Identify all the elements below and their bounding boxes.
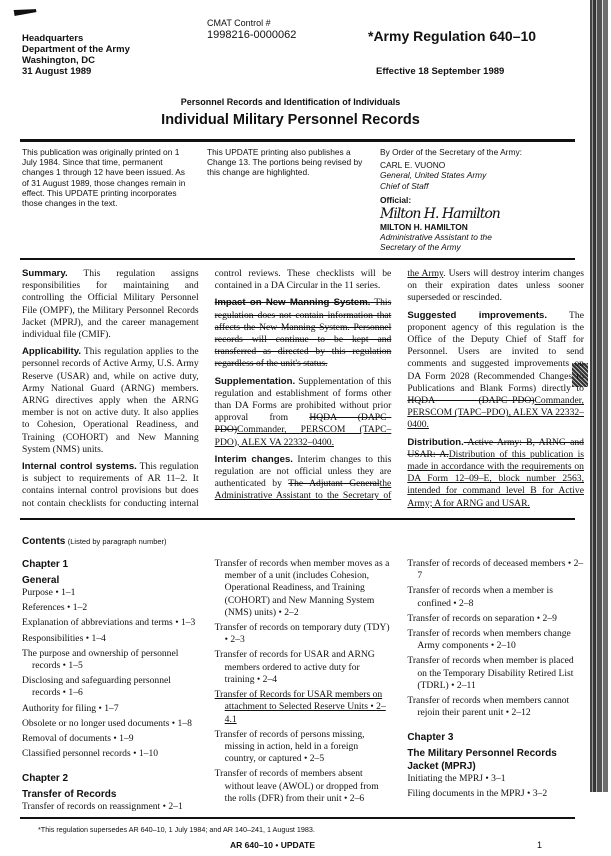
contents-item-title: Transfer of records when a member is confined	[407, 585, 553, 609]
summary-paragraph	[22, 346, 199, 456]
paragraph-heading: Suggested improvements.	[407, 309, 548, 321]
contents-item[interactable]	[407, 585, 584, 609]
paragraph-ref: 1–2	[72, 602, 88, 614]
hq-line: Department of the Army	[22, 44, 130, 55]
contents-item-title: Transfer of records for USAR and ARNG members ordered to active duty for training	[214, 649, 375, 685]
paragraph-text: This regulation assigns responsibilities for maintaining and controlling the Official Military Personnel File (OMPF), the Military Personnel Records Jacket (MPRJ), and the career management individual file (CMIF).	[22, 268, 199, 341]
contents-item[interactable]	[22, 633, 199, 645]
chief-name: CARL E. VUONO	[380, 160, 446, 171]
contents-subheading: (Listed by paragraph number)	[67, 536, 167, 546]
contents-item-title: Explanation of abbreviations and terms	[22, 617, 173, 629]
contents-item[interactable]	[22, 703, 199, 715]
paragraph-text: Interim changes to this regulation are not official unless they are authenticated by	[214, 453, 392, 490]
contents-item[interactable]	[22, 587, 199, 599]
effective-date: Effective 18 September 1989	[376, 66, 505, 77]
paragraph-ref: 1–10	[138, 748, 159, 760]
paragraph-text: . Users will destroy interim changes on their expiration dates unless sooner superseded or rescinded.	[407, 268, 584, 304]
paragraph-ref: 2–7	[417, 558, 584, 582]
bullet-separator: •	[276, 606, 285, 618]
paragraph-ref: 1–1	[61, 587, 76, 599]
cmat-control	[207, 17, 296, 41]
contents-item[interactable]	[22, 648, 199, 672]
deleted-text: Active Army: B, ARNG and USAR: A.	[407, 436, 584, 460]
paragraph-ref: 2–6	[349, 792, 365, 804]
paragraph-ref: 1–4	[91, 632, 106, 644]
paragraph-ref: 2–9	[542, 612, 557, 624]
paragraph-ref: 2–2	[284, 606, 299, 618]
footer-label: AR 640–10 • UPDATE	[230, 839, 316, 850]
hq-line: Headquarters	[22, 33, 84, 44]
divider	[20, 518, 575, 520]
contents-item[interactable]	[407, 695, 584, 719]
chapter-label: Chapter 3	[407, 731, 454, 743]
contents-item-title: Filing documents in the MPRJ	[407, 787, 525, 799]
divider	[20, 258, 575, 260]
bullet-separator: •	[96, 702, 105, 714]
official-title: Administrative Assistant to the	[380, 232, 492, 243]
chapter-label: Chapter 2	[22, 772, 69, 784]
deleted-text: HQDA (DAPC–PDO)	[214, 412, 392, 436]
contents-item[interactable]	[407, 788, 584, 800]
contents-item[interactable]	[215, 729, 392, 766]
paragraph-heading: Distribution.	[407, 436, 464, 448]
revised-text: Distribution of this publication is made in accordance with the requirements on DA Form 12–09–E, block number 2563, intended for command level B for Active Army; A for ARNG and USAR.	[407, 448, 584, 509]
footer	[22, 840, 584, 856]
paragraph-heading: Summary.	[22, 268, 68, 279]
paragraph-heading: Applicability.	[22, 346, 81, 358]
bullet-separator: •	[367, 701, 377, 713]
contents-item[interactable]	[22, 602, 199, 614]
paragraph-ref: 2–4.1	[224, 701, 386, 725]
contents-item-title: References	[22, 602, 65, 614]
chief-title: General, United States Army	[380, 170, 487, 181]
paragraph-ref: 2–10	[496, 640, 516, 652]
contents-item-title: Transfer of records when member is placed on the Temporary Disability Retired List (TDRL)	[407, 655, 574, 691]
deleted-text: This regulation does not contain information that affects the New Manning System. Personnel records will continue to be kept and transferred as directed by this regulation regardless of the unit's status.	[214, 297, 392, 370]
bullet-separator: •	[341, 792, 350, 804]
bullet-separator: •	[565, 558, 574, 570]
spacer	[22, 764, 199, 772]
bullet-separator: •	[224, 634, 231, 646]
contents-item[interactable]	[407, 628, 584, 652]
contents-item[interactable]	[215, 558, 392, 619]
lower-section	[22, 268, 584, 856]
signature: Milton H. Hamilton	[380, 206, 500, 223]
bullet-separator: •	[64, 602, 73, 614]
revised-text: Commander, PERSCOM (TAPC–PDO), ALEX VA 22332–0400.	[407, 395, 584, 431]
bullet-separator: •	[503, 707, 512, 719]
chief-title: Chief of Staff	[380, 180, 429, 191]
paragraph-ref: 2–1	[168, 800, 183, 812]
bullet-separator: •	[52, 587, 62, 599]
contents-item[interactable]	[407, 773, 584, 785]
deleted-text: HQDA (DAPC–PDO)	[407, 395, 535, 407]
signature-block	[380, 147, 570, 253]
contents-item-title: The purpose and ownership of personnel records	[22, 647, 179, 672]
hq-line: Washington, DC	[22, 55, 95, 66]
chapter-title: Transfer of Records	[22, 788, 117, 800]
intro-update-note: This UPDATE printing also publishes a Change 13. The portions being revised by this change are highlighted.	[207, 147, 363, 178]
contents-heading: Contents	[22, 535, 66, 547]
paragraph-ref: 2–3	[230, 634, 245, 646]
revised-text: the Administrative Assistant to the Secretary of the Army	[214, 268, 444, 502]
issuing-office	[22, 33, 130, 77]
official-label: Official:	[380, 194, 412, 205]
spacer	[407, 723, 584, 731]
cmat-number: 1998216-0000062	[207, 29, 297, 41]
by-order: By Order of the Secretary of the Army:	[380, 147, 522, 157]
contents-item-title: Transfer of Records for USAR members on attachment to Selected Reserve Units	[214, 689, 383, 713]
paragraph-ref: 1–5	[68, 660, 83, 672]
official-name: MILTON H. HAMILTON	[380, 222, 468, 233]
revised-text: Commander, PERSCOM (TAPC–PDO), ALEX VA 22332–0400.	[214, 424, 392, 448]
hq-date: 31 August 1989	[22, 66, 92, 77]
chapter-label: Chapter 1	[22, 559, 69, 571]
bullet-separator: •	[111, 733, 120, 745]
contents-item-title: Classified personnel records	[22, 748, 131, 760]
document-title: Individual Military Personnel Records	[161, 112, 420, 128]
contents-item[interactable]	[215, 689, 392, 726]
contents-item[interactable]	[22, 675, 199, 699]
contents-item[interactable]	[22, 801, 199, 813]
bullet-separator: •	[524, 787, 533, 799]
contents-item[interactable]	[22, 748, 199, 760]
bullet-separator: •	[483, 772, 492, 784]
paragraph-text: Supplementation of this regulation and establishment of forms other than DA Forms are prohibited without prior approval from	[214, 375, 392, 424]
chapter-title: General	[22, 575, 60, 587]
paragraph-ref: 2–4	[262, 673, 278, 685]
paragraph-heading: Impact on New Manning System.	[214, 297, 371, 309]
bullet-separator: •	[160, 800, 169, 812]
subject-line: Personnel Records and Identification of Individuals	[180, 97, 401, 107]
table-of-contents	[22, 536, 584, 813]
bullet-separator: •	[488, 640, 497, 652]
contents-item-title: Transfer of records on reassignment	[22, 800, 161, 812]
contents-item-title: Disclosing and safeguarding personnel records	[22, 675, 171, 699]
deleted-text: The Adjutant General	[288, 478, 380, 490]
contents-item[interactable]	[215, 622, 392, 646]
paragraph-ref: 2–5	[309, 753, 325, 765]
contents-item-title: Responsibilities	[22, 632, 84, 644]
paragraph-ref: 3–1	[491, 772, 506, 784]
summary-paragraph	[407, 437, 584, 510]
contents-item-title: Transfer of records on separation	[407, 612, 535, 624]
bullet-separator: •	[448, 679, 457, 691]
contents-item[interactable]	[407, 655, 584, 692]
bullet-separator: •	[301, 753, 310, 765]
paragraph-ref: 1–8	[177, 717, 192, 729]
summary-paragraph	[215, 297, 392, 370]
paragraph-text: This regulation applies to the personnel records of Active Army, U.S. Army Reserve (USAR) and, while on active duty, Army National Guard (ARNG) members. ARNG directives apply when the ARNG member is not on active duty. It also applies to Cohesion, Operational Readiness, and Training (COHORT) and New Manning System (NMS) units.	[22, 346, 199, 455]
bullet-separator: •	[60, 660, 69, 672]
paragraph-ref: 2–8	[459, 597, 474, 609]
contents-item-title: Purpose	[22, 587, 53, 599]
bullet-separator: •	[450, 597, 460, 609]
summary-section	[22, 268, 584, 510]
contents-item-title: Obsolete or no longer used documents	[22, 717, 170, 729]
contents-item-title: Transfer of records of deceased members	[407, 558, 566, 570]
paragraph-ref: 1–3	[180, 617, 196, 629]
contents-item[interactable]	[22, 718, 199, 730]
chapter-title: The Military Personnel Records Jacket (MPRJ)	[407, 747, 557, 772]
paragraph-ref: 2–12	[511, 707, 531, 719]
contents-item[interactable]	[22, 733, 199, 745]
contents-item-title: Transfer of records on temporary duty (TDY)	[214, 622, 390, 634]
paragraph-heading: Interim changes.	[214, 453, 293, 465]
bullet-separator: •	[172, 617, 181, 629]
paragraph-ref: 1–6	[68, 687, 83, 699]
contents-item-title: Transfer of records when member moves as a member of a unit (includes Cohesion, Operational Readiness, and Training (COHORT) and New Manning System (NMS) units)	[214, 558, 390, 618]
paragraph-ref: 2–11	[456, 679, 476, 691]
summary-paragraph	[215, 376, 392, 449]
contents-item-title: Transfer of records of members absent without leave (AWOL) or dropped from the rolls (DFR) from their unit	[214, 768, 379, 804]
cmat-label: CMAT Control #	[207, 18, 271, 28]
contents-item-title: Removal of documents	[22, 733, 111, 745]
bullet-separator: •	[169, 717, 178, 729]
bullet-separator: •	[60, 687, 69, 699]
paragraph-text: This regulation is subject to requirements of AR 11–2. It contains internal control provisions but does not contain checklists for conducting internal control reviews. These checklists will be contained in a DA Circular in the 11 series.	[22, 268, 392, 509]
summary-paragraph	[22, 268, 199, 341]
contents-item[interactable]	[407, 613, 584, 625]
paragraph-heading: Internal control systems.	[22, 461, 137, 473]
bullet-separator: •	[254, 673, 263, 685]
contents-item-title: Initiating the MPRJ	[407, 772, 483, 784]
paragraph-ref: 1–7	[104, 702, 119, 714]
bullet-separator: •	[130, 748, 139, 760]
contents-item-title: Transfer of records when members change Army components	[407, 628, 571, 652]
page-number: 1	[537, 839, 543, 850]
divider	[20, 817, 575, 819]
regulation-number: *Army Regulation 640–10	[368, 28, 537, 44]
contents-item-title: Authority for filing	[22, 702, 97, 714]
contents-item[interactable]	[407, 558, 584, 582]
paragraph-heading: Supplementation.	[214, 375, 296, 387]
divider	[20, 139, 575, 142]
contents-item[interactable]	[22, 617, 199, 629]
bullet-separator: •	[534, 612, 543, 624]
contents-item-title: Transfer of records of persons missing, missing in action, held in a foreign country, or captured	[214, 728, 365, 765]
official-title: Secretary of the Army	[380, 242, 461, 253]
contents-item-title: Transfer of records when members cannot rejoin their parent unit	[407, 695, 570, 719]
paragraph-text: The proponent agency of this regulation is the Office of the Deputy Chief of Staff for Personnel. Users are invited to send comments and suggested improvements on DA Form 2028 (Recommended Changes to Publications and Blank Forms) directly to	[407, 309, 584, 394]
paragraph-ref: 1–9	[119, 733, 134, 745]
corner-mark	[14, 6, 37, 16]
intro-original-printing: This publication was originally printed on 1 July 1984. Since that time, permanent changes 1 through 12 have been issued. As of 31 August 1989, those changes remain in effect. This UPDATE printing incorporates those changes in the text.	[22, 147, 186, 209]
paragraph-ref: 3–2	[532, 787, 548, 799]
supersession-footnote: *This regulation supersedes AR 640–10, 1 July 1984; and AR 140–241, 1 August 1983.	[38, 824, 315, 834]
bullet-separator: •	[83, 632, 92, 644]
contents-item[interactable]	[215, 649, 392, 686]
contents-item[interactable]	[215, 768, 392, 805]
summary-paragraph	[407, 310, 584, 432]
scan-binding-edge	[590, 0, 608, 792]
